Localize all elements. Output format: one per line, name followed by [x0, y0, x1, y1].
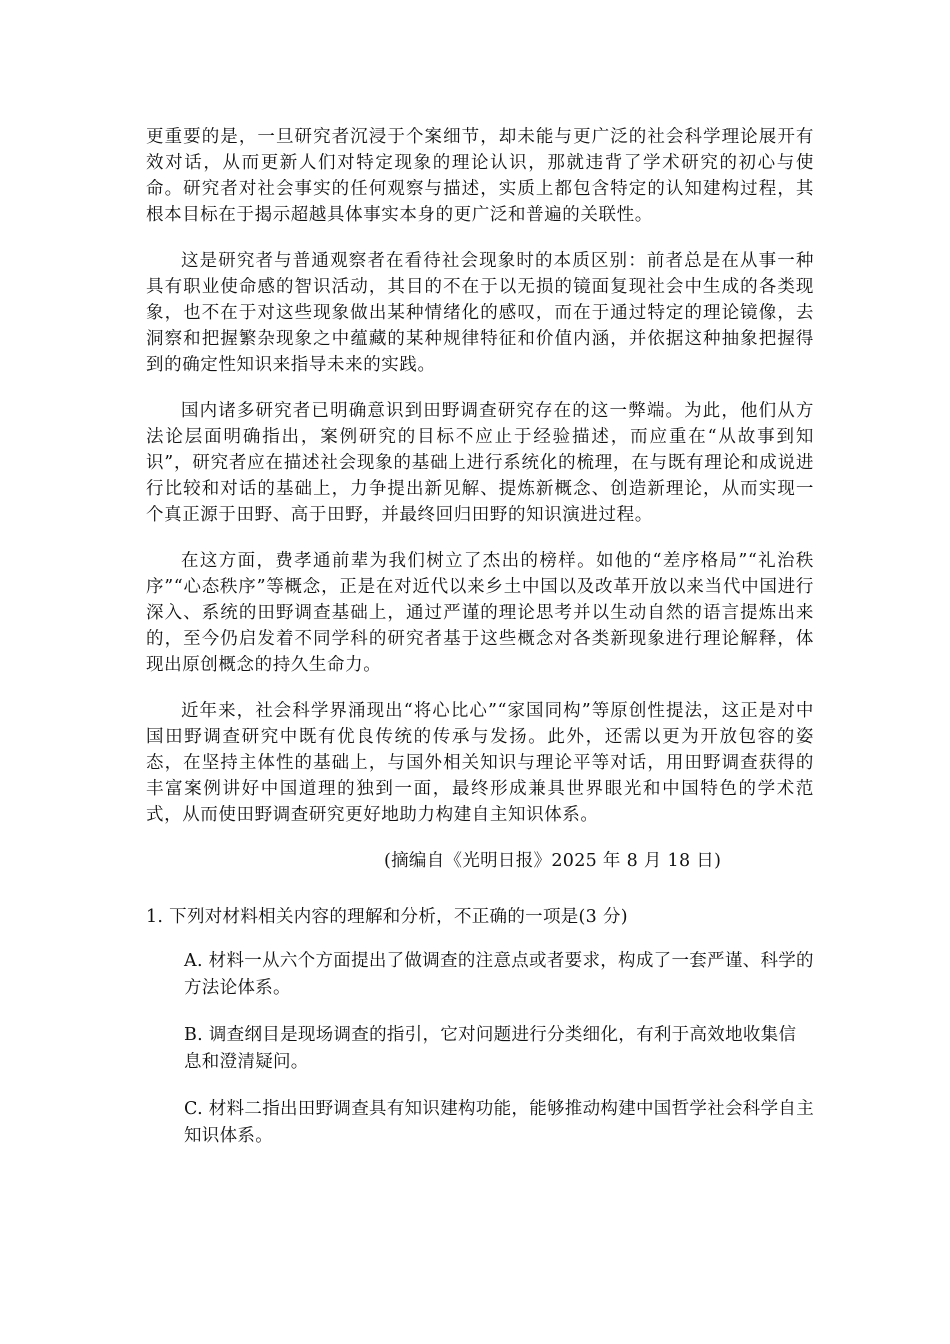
- paragraph-2: 这是研究者与普通观察者在看待社会现象时的本质区别：前者总是在从事一种具有职业使命感的智识活动，其目的不在于以无损的镜面复现社会中生成的各类现象，也不在于对这些现象做出某种情绪化的感叹，而在于通过特定的理论镜像，去洞察和把握繁杂现象之中蕴藏的某种规律特征和价值内涵，并依据这种抽象把握得到的确定性知识来指导未来的实践。: [146, 251, 814, 375]
- option-b: B. 调查纲目是现场调查的指引，它对问题进行分类细化，有利于高效地收集信息和澄清疑问。: [184, 1025, 797, 1072]
- paragraph-3: 国内诸多研究者已明确意识到田野调查研究存在的这一弊端。为此，他们从方法论层面明确指出，案例研究的目标不应止于经验描述，而应重在“从故事到知识”，研究者应在描述社会现象的基础上进行系统化的梳理，在与既有理论和成说进行比较和对话的基础上，力争提出新见解、提炼新概念、创造新理论，从而实现一个真正源于田野、高于田野，并最终回归田野的知识演进过程。: [146, 401, 814, 525]
- paragraph-4: 在这方面，费孝通前辈为我们树立了杰出的榜样。如他的“差序格局”“礼治秩序”“心态秩序”等概念，正是在对近代以来乡土中国以及改革开放以来当代中国进行深入、系统的田野调查基础上，通过严谨的理论思考并以生动自然的语言提炼出来的，至今仍启发着不同学科的研究者基于这些概念对各类新现象进行理论解释，体现出原创概念的持久生命力。: [146, 551, 814, 675]
- source-citation: (摘编自《光明日报》2025 年 8 月 18 日): [384, 851, 722, 871]
- question-stem: 1. 下列对材料相关内容的理解和分析，不正确的一项是(3 分): [146, 907, 628, 927]
- paragraph-5: 近年来，社会科学界涌现出“将心比心”“家国同构”等原创性提法，这正是对中国田野调查研究中既有优良传统的传承与发扬。此外，还需以更为开放包容的姿态，在坚持主体性的基础上，与国外相关知识与理论平等对话，用田野调查获得的丰富案例讲好中国道理的独到一面，最终形成兼具世界眼光和中国特色的学术范式，从而使田野调查研究更好地助力构建自主知识体系。: [146, 701, 814, 825]
- document-page: [146, 124, 814, 1170]
- option-a: A. 材料一从六个方面提出了做调查的注意点或者要求，构成了一套严谨、科学的方法论体系。: [184, 951, 814, 998]
- option-c: C. 材料二指出田野调查具有知识建构功能，能够推动构建中国哲学社会科学自主知识体系。: [184, 1099, 814, 1146]
- paragraph-1: 更重要的是，一旦研究者沉浸于个案细节，却未能与更广泛的社会科学理论展开有效对话，从而更新人们对特定现象的理论认识，那就违背了学术研究的初心与使命。研究者对社会事实的任何观察与描述，实质上都包含特定的认知建构过程，其根本目标在于揭示超越具体事实本身的更广泛和普遍的关联性。: [146, 127, 814, 225]
